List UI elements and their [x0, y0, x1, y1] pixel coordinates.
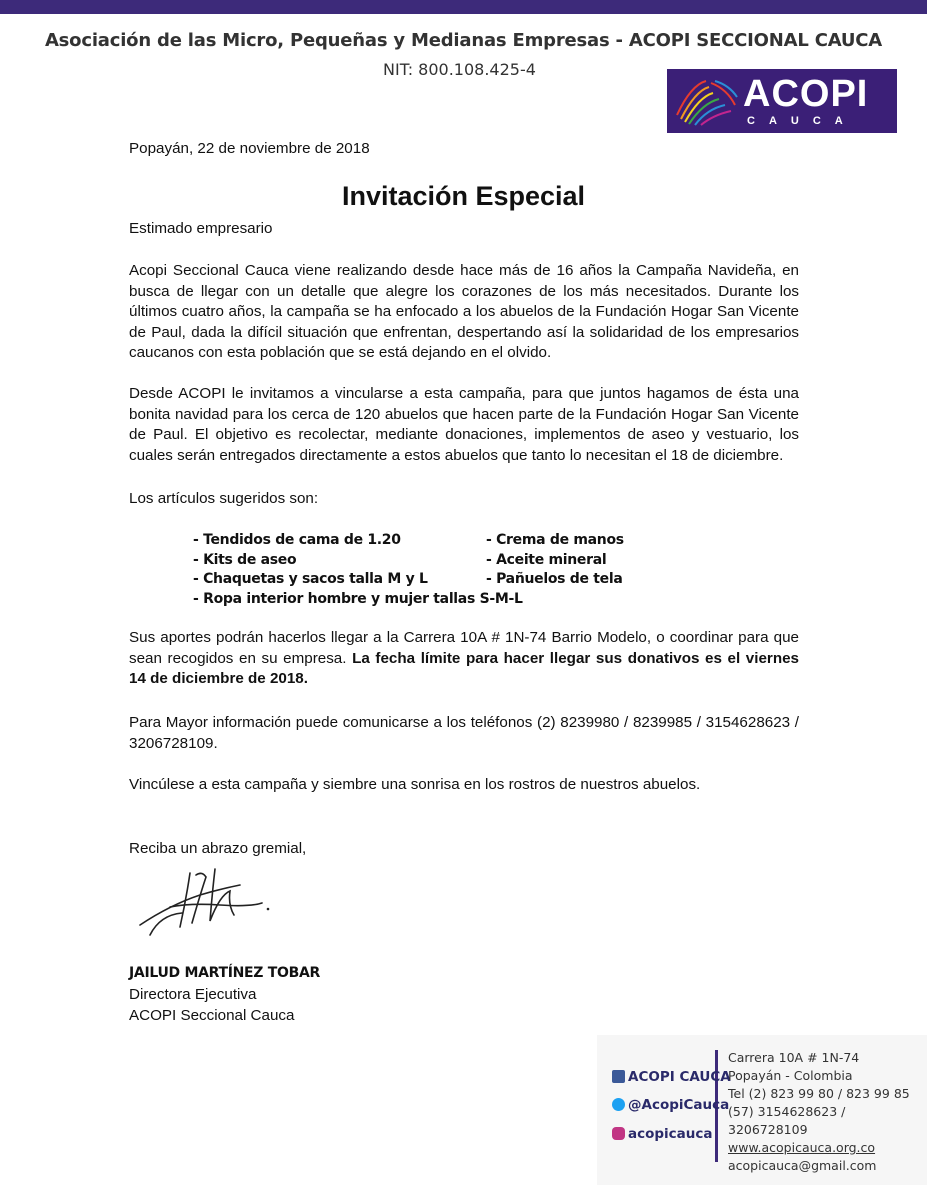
instagram-label: acopicauca [628, 1126, 713, 1142]
header-top-bar [0, 0, 927, 14]
list-item: - Ropa interior hombre y mujer tallas S-M-L [193, 590, 523, 607]
organization-name: Asociación de las Micro, Pequeñas y Medianas Empresas - ACOPI SECCIONAL CAUCA [44, 30, 883, 51]
list-item: - Pañuelos de tela [486, 571, 623, 587]
footer-website-link[interactable]: www.acopicauca.org.co [728, 1140, 876, 1155]
greeting: Estimado empresario [129, 220, 273, 237]
deadline-text: La fecha límite para hacer llegar sus donativos es el viernes 14 de diciembre de 2018. [129, 649, 799, 687]
paragraph-closing-invite: Vincúlese a esta campaña y siembre una sonrisa en los rostros de nuestros abuelos. [129, 776, 701, 793]
paragraph-delivery [129, 628, 799, 690]
instagram-icon [612, 1127, 625, 1140]
items-intro: Los artículos sugeridos son: [129, 490, 319, 507]
acopi-logo [667, 69, 897, 133]
facebook-icon [612, 1070, 625, 1083]
list-item: - Aceite mineral [486, 551, 607, 568]
footer-phone: Tel (2) 823 99 80 / 823 99 85 [728, 1086, 910, 1101]
closing-phrase: Reciba un abrazo gremial, [129, 840, 307, 857]
letter-date: Popayán, 22 de noviembre de 2018 [129, 140, 370, 157]
paragraph-campaign: Acopi Seccional Cauca viene realizando desde hace más de 16 años la Campaña Navideña, en busca de llegar con un detalle que alegre los corazones de los más necesitados. Durante los últimos cuatro años, la campaña se ha enfocado a los abuelos de la Fundación Hogar San Vicente de Paul, dada la difícil situación que enfrentan, despertando así la solidaridad de los empresarios caucanos con esta población que se está dejando en el olvido. [129, 262, 799, 361]
list-item: - Crema de manos [486, 532, 624, 548]
list-item: - Kits de aseo [193, 551, 297, 568]
signer-role: Directora Ejecutiva [129, 986, 257, 1003]
list-item: - Tendidos de cama de 1.20 [193, 532, 401, 548]
delivery-text: Sus aportes podrán hacerlos llegar a la Carrera 10A # 1N-74 Barrio Modelo, o coordinar para que sean recogidos en su empresa. [129, 629, 799, 667]
twitter-icon [612, 1098, 625, 1111]
facebook-label: ACOPI CAUCA [628, 1069, 731, 1085]
page-title: Invitación Especial [341, 181, 586, 211]
signer-organization: ACOPI Seccional Cauca [129, 1007, 295, 1024]
paragraph-invitation: Desde ACOPI le invitamos a vincularse a esta campaña, para que juntos hagamos de ésta una bonita navidad para los cerca de 120 abuelos que hacen parte de la Fundación Hogar San Vicente de Paul. El objetivo es recolectar, mediante donaciones, implementos de aseo y vestuario, los cuales serán entregados directamente a estos abuelos que tanto lo necesitan el 18 de diciembre. [129, 385, 799, 464]
logo-emblem-icon [671, 75, 741, 127]
list-item: - Chaquetas y sacos talla M y L [193, 571, 428, 587]
footer-twitter[interactable] [612, 1097, 729, 1113]
footer-address: Carrera 10A # 1N-74 [728, 1050, 860, 1065]
footer-email[interactable]: acopicauca@gmail.com [728, 1158, 877, 1173]
footer-city: Popayán - Colombia [728, 1068, 853, 1083]
logo-subtitle: CAUCA [747, 115, 857, 127]
footer-instagram[interactable] [612, 1126, 713, 1142]
twitter-label: @AcopiCauca [628, 1097, 730, 1113]
signature-image [130, 855, 280, 955]
items-list-left [193, 531, 523, 609]
footer-mobile: (57) 3154628623 / 3206728109 [728, 1104, 846, 1137]
logo-wordmark: ACOPI [743, 73, 869, 115]
paragraph-contact: Para Mayor información puede comunicarse a los teléfonos (2) 8239980 / 8239985 / 3154628623 / 3206728109. [129, 714, 799, 752]
nit-number: NIT: 800.108.425-4 [383, 60, 536, 79]
footer-contact [728, 1049, 927, 1175]
footer-facebook[interactable] [612, 1069, 731, 1085]
items-list-right [486, 531, 624, 590]
signer-name: JAILUD MARTÍNEZ TOBAR [129, 965, 320, 981]
